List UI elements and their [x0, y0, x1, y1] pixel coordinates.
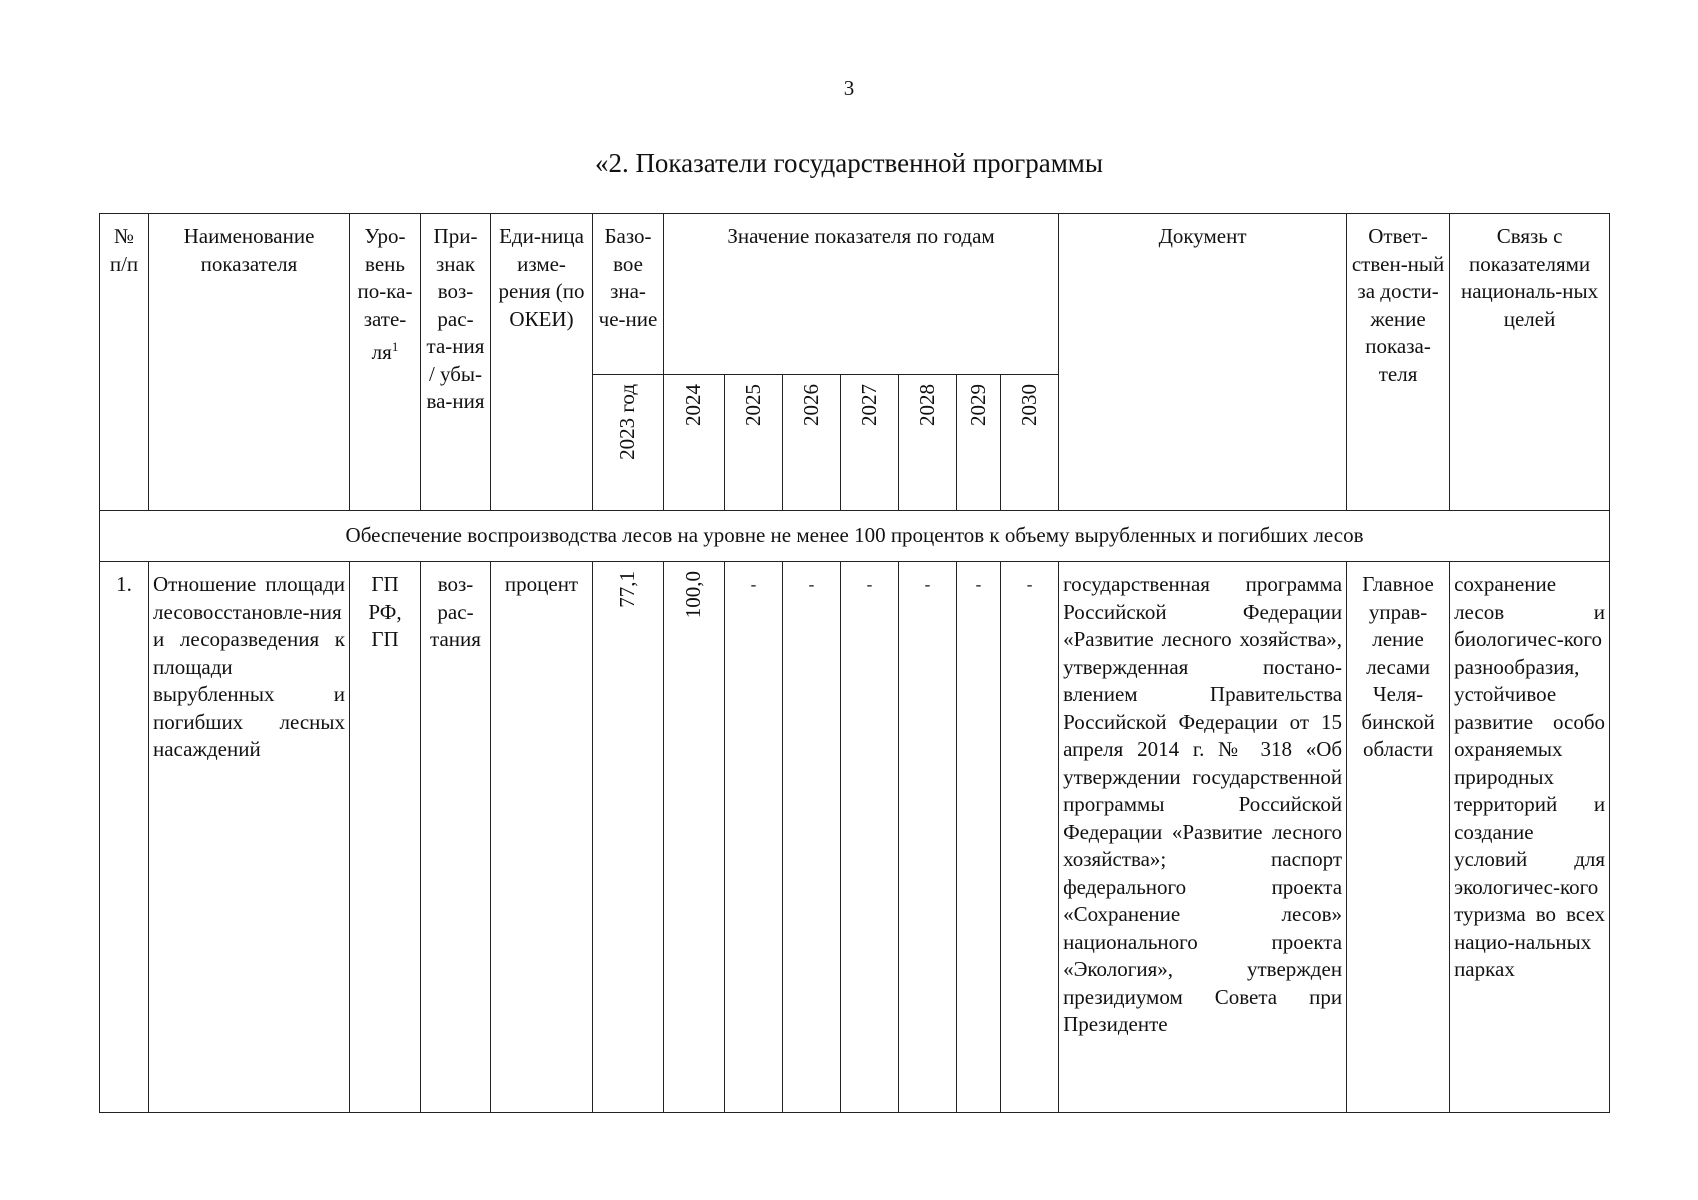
year-cell: [899, 375, 957, 511]
row-document: государственная программа Российской Федерации «Развитие лесного хозяйства», утвержденная постано-влением Правительства Российской Федерации от 15 апреля 2014 г. № 318 «Об утверждении государственной программы Российской Федерации «Развитие лесного хозяйства»; паспорт федерального проекта «Сохранение лесов» национального проекта «Экология», утвержден президиумом Совета при Президенте: [1059, 562, 1347, 1113]
footnote-mark: 1: [391, 339, 399, 354]
header-name-text: Наименование показателя: [183, 224, 315, 276]
header-num-text: № п/п: [109, 224, 139, 276]
section-title: Обеспечение воспроизводства лесов на уровне не менее 100 процентов к объему вырубленных и погибших лесов: [100, 511, 1610, 562]
row-num: 1.: [100, 562, 149, 1113]
header-level-text: Уро-вень по-ка-зате-ля: [357, 224, 413, 364]
header-values-by-year: [664, 214, 1059, 375]
year-label: 2026: [798, 384, 823, 426]
year-label: 2028: [914, 384, 939, 426]
header-name: [149, 214, 350, 511]
row-value: -: [957, 562, 1001, 1113]
row-responsible: Главное управ-ление лесами Челя-бинской области: [1347, 562, 1450, 1113]
header-sign-text: При-знак воз-рас-та-ния / убы-ва-ния: [426, 224, 485, 413]
indicators-table: [99, 213, 1610, 1113]
year-label: 2025: [740, 384, 765, 426]
year-cell: [1001, 375, 1059, 511]
header-document-text: Документ: [1158, 224, 1247, 248]
base-year-label: 2023 год: [615, 384, 640, 460]
row-value: -: [725, 562, 783, 1113]
header-base-text: Базо-вое зна-че-ние: [598, 224, 658, 331]
base-value-text: 77,1: [615, 571, 640, 608]
header-level: [350, 214, 421, 511]
row-name: Отношение площади лесовосстановле-ния и лесоразведения к площади вырубленных и погибших лесных насаждений: [149, 562, 350, 1113]
year-label: 2027: [856, 384, 881, 426]
year-label: 2029: [965, 384, 990, 426]
row-unit: процент: [491, 562, 593, 1113]
header-responsible-text: Ответ-ствен-ный за дости-жение показа-теля: [1351, 224, 1445, 386]
table-row: [100, 562, 1610, 1113]
year-cell: [841, 375, 899, 511]
year-label: 2024: [681, 384, 706, 426]
row-value: [664, 562, 725, 1113]
row-link: сохранение лесов и биологичес-кого разнообразия, устойчивое развитие особо охраняемых природных территорий и создание условий для экологичес-кого туризма во всех нацио-нальных парках: [1450, 562, 1610, 1113]
header-document: [1059, 214, 1347, 511]
row-value: -: [783, 562, 841, 1113]
year-cell: [783, 375, 841, 511]
section-row: [100, 511, 1610, 562]
header-base: [593, 214, 664, 375]
page-number: 3: [843, 76, 855, 100]
header-link: [1450, 214, 1610, 511]
header-row: [100, 214, 1610, 375]
header-sign: [421, 214, 491, 511]
header-values-text: Значение показателя по годам: [727, 224, 995, 248]
row-value: -: [1001, 562, 1059, 1113]
year-label: 2030: [1016, 384, 1041, 426]
value-text: 100,0: [681, 571, 706, 619]
page-title: «2. Показатели государственной программы: [594, 148, 1104, 178]
header-unit-text: Еди-ница изме-рения (по ОКЕИ): [498, 224, 585, 331]
year-cell: [957, 375, 1001, 511]
header-base-year: [593, 375, 664, 511]
row-level: ГП РФ, ГП: [350, 562, 421, 1113]
year-cell: [664, 375, 725, 511]
header-unit: [491, 214, 593, 511]
year-cell: [725, 375, 783, 511]
row-sign: воз-рас-тания: [421, 562, 491, 1113]
row-value: -: [899, 562, 957, 1113]
header-responsible: [1347, 214, 1450, 511]
row-value: -: [841, 562, 899, 1113]
header-num: [100, 214, 149, 511]
header-link-text: Связь с показателями националь-ных целей: [1460, 224, 1599, 331]
row-base-value: [593, 562, 664, 1113]
